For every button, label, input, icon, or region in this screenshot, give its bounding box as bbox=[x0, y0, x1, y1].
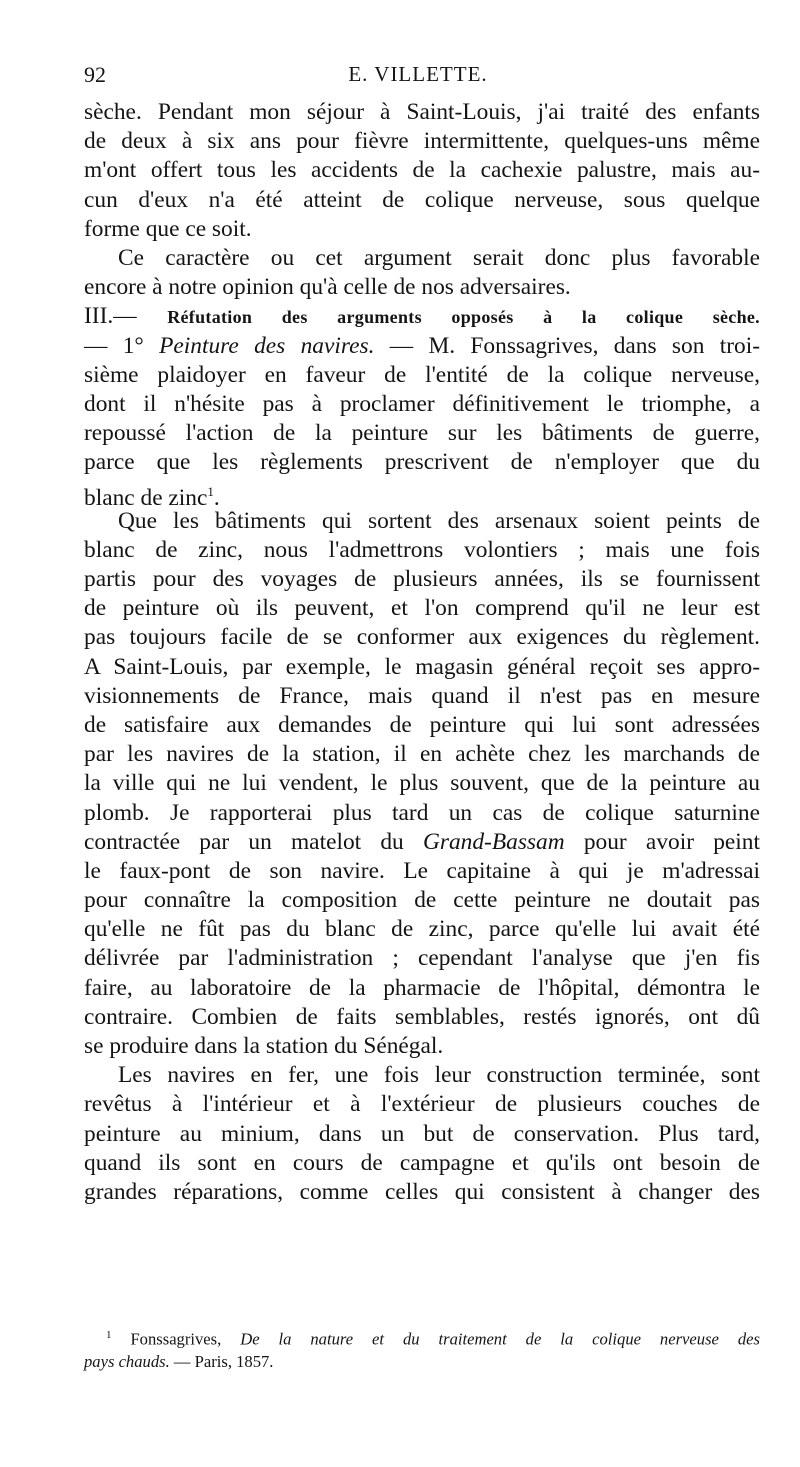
text-line: le faux-pont de son navire. Le capitaine à qui je m'adressai bbox=[84, 857, 760, 884]
note-anchor-text: blanc de zinc bbox=[84, 485, 208, 512]
text-line: Ce caractère ou cet argument serait donc plus favorable bbox=[118, 244, 760, 271]
section-heading bbox=[84, 302, 760, 331]
text-line: sèche. Pendant mon séjour à Saint-Louis, j'ai traité des enfants bbox=[84, 99, 760, 125]
text-line: délivrée par l'administration ; cependant l'analyse que j'en fis bbox=[84, 945, 760, 972]
text-line: quand ils sont en cours de campagne et qu'ils ont besoin de bbox=[84, 1149, 760, 1176]
text-line: de peinture où ils peuvent, et l'on comprend qu'il ne leur est bbox=[84, 595, 760, 622]
text-line: blanc de zinc, nous l'admettrons volontiers ; mais une fois bbox=[84, 536, 760, 563]
section-title: Réfutation des arguments opposés à la colique sèche. bbox=[167, 307, 760, 328]
text-line: se produire dans la station du Sénégal. bbox=[84, 1033, 444, 1059]
ship-line-after: pour avoir peint bbox=[583, 828, 760, 855]
running-title: E. VILLETTE. bbox=[348, 62, 488, 86]
subsection-title: Peinture des navires. bbox=[159, 332, 375, 359]
page-header bbox=[84, 62, 752, 92]
subsection-rest: — M. Fonssagrives, dans son troi- bbox=[389, 332, 760, 359]
text-line: par les navires de la station, il en achète chez les marchands de bbox=[84, 741, 760, 768]
text-line: encore à notre opinion qu'à celle de nos adversaires. bbox=[84, 274, 571, 301]
text-line: dont il n'hésite pas à proclamer définitivement le triomphe, a bbox=[84, 390, 760, 417]
subsection-line bbox=[84, 332, 760, 361]
text-line: visionnements de France, mais quand il n'est pas en mesure bbox=[84, 682, 760, 709]
text-line: Les navires en fer, une fois leur construction terminée, sont bbox=[118, 1062, 760, 1089]
text-line: grandes réparations, comme celles qui consistent à changer des bbox=[84, 1178, 760, 1205]
text-line-with-note bbox=[84, 477, 760, 512]
text-line: contraire. Combien de faits semblables, restés ignorés, ont dû bbox=[84, 1003, 760, 1030]
text-line: A Saint-Louis, par exemple, le magasin général reçoit ses appro- bbox=[84, 653, 760, 680]
footnote-line bbox=[84, 1324, 760, 1351]
text-line: faire, au laboratoire de la pharmacie de l'hôpital, démontra le bbox=[84, 974, 760, 1001]
text-line: parce que les règlements prescrivent de n'employer que du bbox=[84, 449, 760, 476]
text-line: cun d'eux n'a été atteint de colique nerveuse, sous quelque bbox=[84, 186, 760, 213]
text-line: partis pour des voyages de plusieurs années, ils se fournissent bbox=[84, 566, 760, 592]
text-line: pour connaître la composition de cette peinture ne doutait pas bbox=[84, 887, 760, 914]
text-line: qu'elle ne fût pas du blanc de zinc, parce qu'elle lui avait été bbox=[84, 916, 760, 943]
text-line: Que les bâtiments qui sortent des arsenaux soient peints de bbox=[118, 507, 760, 534]
text-line: de deux à six ans pour fièvre intermittente, quelques-uns même bbox=[84, 128, 760, 155]
text-line: la ville qui ne lui vendent, le plus souvent, que de la peinture au bbox=[84, 770, 760, 797]
ship-line-before: contractée par un matelot du bbox=[84, 828, 404, 855]
page-number: 92 bbox=[84, 62, 106, 87]
subsection-lead: — 1° bbox=[84, 332, 144, 359]
text-line: repoussé l'action de la peinture sur les bâtiments de guerre, bbox=[84, 420, 760, 447]
footnote bbox=[84, 1324, 760, 1373]
footnote-title-cont: pays chauds. bbox=[84, 1351, 170, 1371]
footnote-line bbox=[84, 1351, 760, 1373]
ship-name: Grand-Bassam bbox=[422, 828, 565, 855]
text-line: forme que ce soit. bbox=[84, 215, 252, 242]
footnote-mark: 1 bbox=[106, 1329, 112, 1341]
sentence-end: . bbox=[213, 485, 220, 512]
footnote-title: De la nature et du traitement de la colique nerveuse des bbox=[240, 1329, 760, 1349]
text-line: peinture au minium, dans un but de conservation. Plus tard, bbox=[84, 1120, 760, 1147]
text-line: de satisfaire aux demandes de peinture qui lui sont adressées bbox=[84, 711, 760, 738]
text-line: sième plaidoyer en faveur de l'entité de la colique nerveuse, bbox=[84, 361, 760, 388]
footnote-reference: 1 bbox=[207, 484, 214, 500]
footnote-publication: — Paris, 1857. bbox=[173, 1351, 274, 1371]
section-dash: — bbox=[113, 303, 137, 330]
text-line: m'ont offert tous les accidents de la cachexie palustre, mais au- bbox=[84, 157, 760, 184]
footnote-author: Fonssagrives, bbox=[130, 1329, 222, 1349]
text-line: plomb. Je rapporterai plus tard un cas de colique saturnine bbox=[84, 799, 760, 826]
section-numeral: III. bbox=[84, 303, 114, 330]
page-body bbox=[84, 98, 760, 1207]
text-line: pas toujours facile de se conformer aux exigences du règlement. bbox=[84, 624, 760, 651]
text-line: revêtus à l'intérieur et à l'extérieur de plusieurs couches de bbox=[84, 1091, 760, 1118]
ship-line bbox=[84, 828, 760, 857]
